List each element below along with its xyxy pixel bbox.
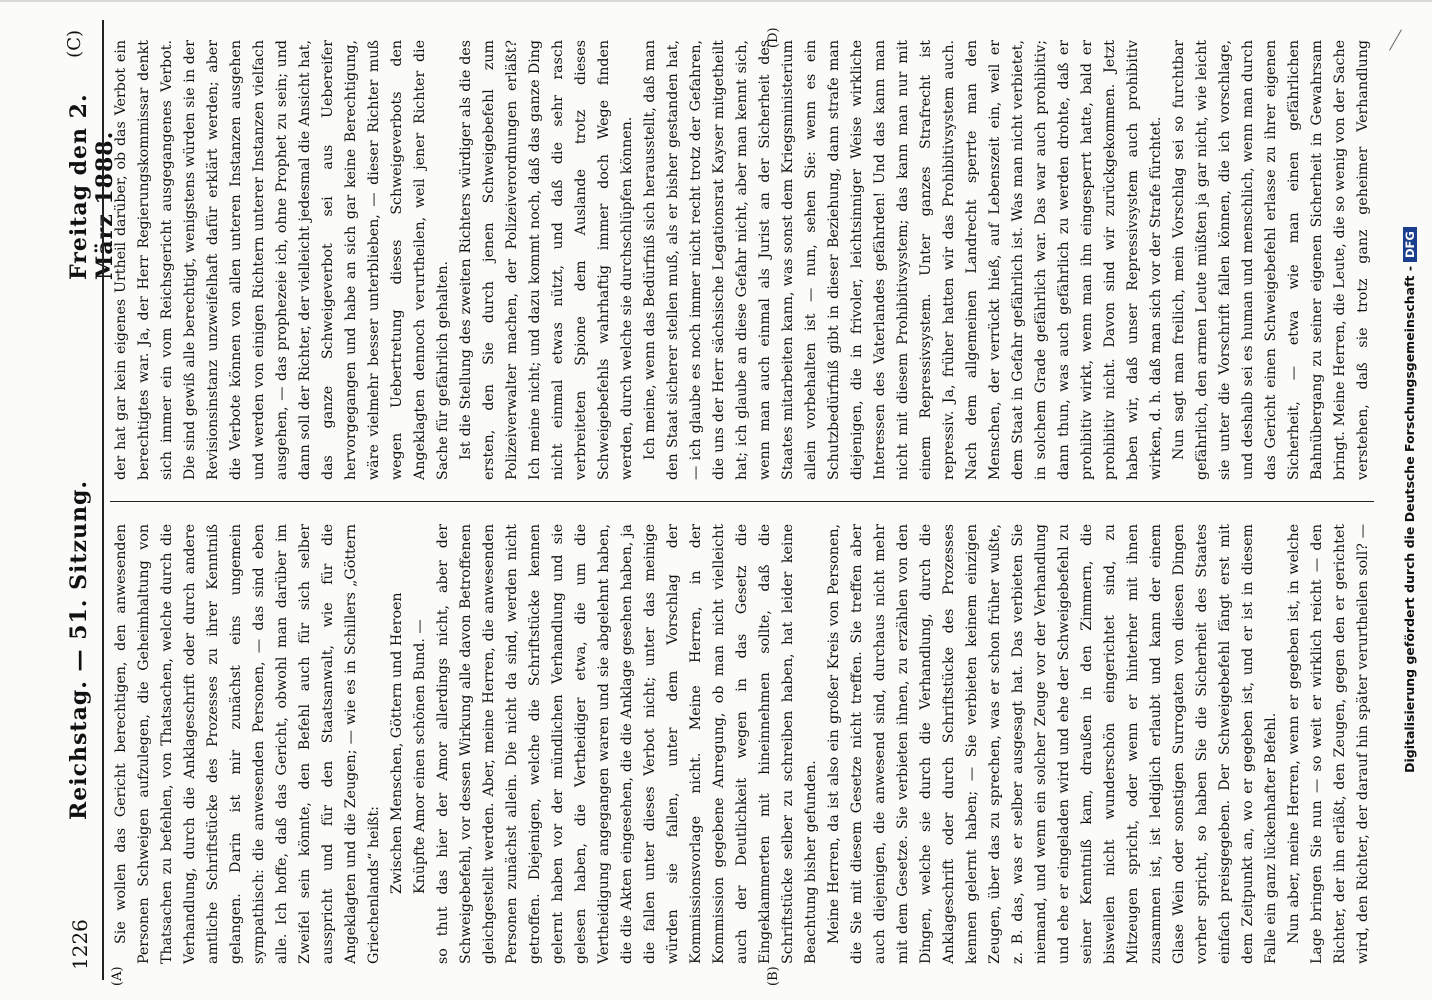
margin-letter-b: (B) bbox=[766, 966, 781, 986]
digitization-credit bbox=[1402, 100, 1422, 900]
margin-letter-a: (A) bbox=[110, 966, 125, 986]
verse-line: Zwischen Menschen, Göttern und Heroen bbox=[389, 592, 405, 894]
verse-line: Knüpfte Amor einen schönen Bund. — bbox=[412, 619, 428, 894]
margin-letter-d: (D) bbox=[766, 27, 781, 48]
header-rule bbox=[102, 20, 104, 980]
paragraph: Ist die Stellung des zweiten Richters würdiger als die des ersten, den Sie durch jenen Schweigebefehl zum Polizeiverwalter machen, der Polizeiverordnungen erläßt? Ich meine nicht; und dazu kommt noch, daß das ganze Ding nicht einmal etwas nützt, und daß die sehr rasch verbreiteten Spione dem Auslande trotz dieses Schweigebefehls wahrhaftig immer doch Wege finden werden, durch welche sie durchschlüpfen können. bbox=[458, 40, 635, 480]
session-title: Reichstag. — 51. Sitzung. bbox=[66, 479, 92, 820]
left-text-column bbox=[110, 524, 1374, 964]
column-divider bbox=[110, 501, 1374, 502]
right-text-column bbox=[110, 40, 1374, 480]
margin-letter-c: (C) bbox=[64, 30, 85, 58]
paragraph: Meine Herren, da ist also ein großer Kreis von Personen, die Sie mit diesem Gesetze nicht treffen. Sie treffen aber auch diejenigen, die anwesend sind, durchaus nicht mehr mit dem Gesetze. Sie verbieten ihnen, zu erzählen von den Dingen, welche sie durch die Verhandlung, durch die Anklageschrift oder durch Schriftstücke des Prozesses kennen gelernt haben; — Sie verbieten keinem einzigen Zeugen, über das zu sprechen, was er schon früher wußte, z. B. das, was er selber ausgesagt hat. Das verbieten Sie niemand, und wenn ein solcher Zeuge vor der Verhandlung und ehe er eingeladen wird und ehe der Schweigebefehl zu seiner Kenntniß kam, draußen in den Zimmern, die bisweilen nicht wunderschön eingerichtet sind, zu Mitzeugen spricht, oder wenn er hinterher mit ihnen zusammen ist, ist lediglich erlaubt und kann der einem Glase Wein oder sonstigen Surrogaten von diesen Dingen vorher spricht, so haben Sie die Sicherheit des Staates einfach preisgegeben. Der Schweigebefehl fängt erst mit dem Zeitpunkt an, wo er gegeben ist, und er ist in diesem Falle ein ganz lückenhafter Befehl. bbox=[826, 524, 1279, 964]
paragraph: so thut das hier der Amor allerdings nicht, aber der Schweigebefehl, vor dessen Wirkung alle davon Betroffenen gleichgestellt werden. Aber, meine Herren, die anwesenden Personen zunächst allein. Die nicht da sind, werden nicht getroffen. Diejenigen, welche die Schriftstücke kennen gelernt haben vor der mündlichen Verhandlung und sie gelesen haben, die Vertheidiger etwa, die um die Vertheidigung angegangen waren und sie abgelehnt haben, die die Akten eingesehen, die die Anklage gesehen haben, ja die fallen unter dieses Verbot nicht; unter das meinige würden sie fallen, unter dem Vorschlag der Kommissionsvorlage nicht. Meine Herren, in der Kommission gegebene Anregung, ob man nicht vielleicht auch der Deutlichkeit wegen in das Gesetz die Eingeklammerten mit hineinnehmen sollte, daß die Schriftstücke selber zu schreiben haben, hat leider keine Beachtung bisher gefunden. bbox=[435, 524, 819, 964]
scan-edge bbox=[0, 0, 1432, 2]
scan-mark bbox=[1389, 29, 1402, 50]
credit-text: Digitalisierung gefördert durch die Deutsche Forschungsgemeinschaft - bbox=[1402, 265, 1417, 773]
page-header bbox=[52, 30, 118, 970]
paragraph: Nun sagt man freilich, mein Vorschlag sei so furchtbar gefährlich, den armen Leute müßten ja gar nicht, wie leicht sie unter die Vorschrift fallen können, die ich vorschlage, und deshalb sei es human und menschlich, wenn man durch das Gericht einen Schweigebefehl erlasse zu ihrer eigenen Sicherheit, — etwa wie man einen gefährlichen Bahnübergang zu seiner eigenen Sicherheit in Gewahrsam bringt. Meine Herren, die Leute, die so wenig von der Sache verstehen, daß sie trotz ganz geheimer Verhandlung bbox=[1171, 40, 1371, 480]
dfg-logo: DFG bbox=[1403, 227, 1417, 262]
page-number: 1226 bbox=[68, 919, 92, 970]
rotated-page bbox=[46, 20, 1386, 986]
paragraph: Ich meine, wenn das Bedürfniß sich herausstellt, daß man den Staat sicherer stellen muß, als er bisher gestanden hat, — ich glaube es noch immer nicht recht trotz der Gefahren, die uns der Herr sächsische Legationsrat Kayser mitgetheilt hat; ich glaube an diese Gefahr nicht, aber man kennt sich, wenn man auch einmal als Jurist an der Sicherheit des Staates mitarbeiten kann, was sonst dem Kriegsministerium allein vorbehalten ist — nun, sehen Sie: wenn es ein Schutzbedürfniß gibt in dieser Beziehung, dann strafe man diejenigen, die in frivoler, leichtsinniger Weise wirkliche Interessen des Vaterlandes gefährden! Und das kann man nicht mit diesem Prohibitivsystem; das kann man nur mit einem Repressivsystem. Unter ganzes Strafrecht ist repressiv. Ja, früher hatten wir das Prohibitivsystem auch. Nach dem allgemeinen Landrecht sperrte man den Menschen, der verrückt hieß, auf Lebenszeit ein, weil er dem Staat in Gefahr gefährlich ist. Was man nicht verbietet, in solchem Grade gefährlich war. Das war auch prohibitiv; dann thun, was auch gefährlich zu werden drohte, daß er prohibitiv wirkt, wenn man ihn eingesperrt hatte, bald er prohibitiv nicht. Davon sind wir zurückgekommen. Jetzt haben wir, daß unser Repressivsystem auch prohibitiv wirken, d. h. daß man sich vor der Strafe fürchtet. bbox=[642, 40, 1164, 480]
paragraph: Nun aber, meine Herren, wenn er gegeben ist, in welche Lage bringen Sie nun — so weit er wirklich reicht — den Richter, der ihn erläßt, den Zeugen, gegen den er gerichtet wird, den Richter, der darauf hin später verurtheilen soll? — bbox=[1286, 524, 1371, 964]
paragraph: der hat gar kein eigenes Urtheil darüber, ob das Verbot ein berechtigtes war. Ja, der Herr Regierungskommissar denkt sich immer ein vom Reichsgericht ausgegangenes Verbot. Die sind gewiß alle berechtigt, wenigstens würden sie in der Revisionsinstanz unzweifelhaft dafür erklärt werden; aber die Verbote können von allen unteren Instanzen ausgehen und werden von einigen Richtern unterer Instanzen vielfach ausgehen, — das prophezeie ich, ohne Prophet zu sein; und dann soll der Richter, der vielleicht jedesmal die Ansicht hat, das ganze Schweigeverbot sei aus Uebereifer hervorgegangen und habe an sich gar keine Berechtigung, wäre vielmehr besser unterblieben, — dieser Richter muß wegen Uebertretung dieses Schweigeverbots den Angeklagten dennoch verurtheilen, weil jener Richter die Sache für gefährlich gehalten. bbox=[113, 40, 451, 480]
paragraph: Sie wollen das Gericht berechtigen, den anwesenden Personen Schweigen aufzulegen, die Geheimhaltung von Thatsachen zu befehlen, von Thatsachen, welche durch die Verhandlung, durch die Anklageschrift oder durch andere amtliche Schriftstücke des Prozesses zu ihrer Kenntniß gelangen. Darin ist mir zunächst eins ungemein sympathisch: die anwesenden Personen, — das sind eben alle. Ich hoffe, daß das Gericht, obwohl man darüber im Zweifel sein könnte, den Befehl auch für sich selber ausspricht und für den Staatsanwalt, wie für die Angeklagten und die Zeugen; — wie es in Schillers „Göttern Griechenlands“ heißt: bbox=[113, 524, 382, 964]
date-title: Freitag den 2. März 1888. bbox=[66, 93, 118, 280]
